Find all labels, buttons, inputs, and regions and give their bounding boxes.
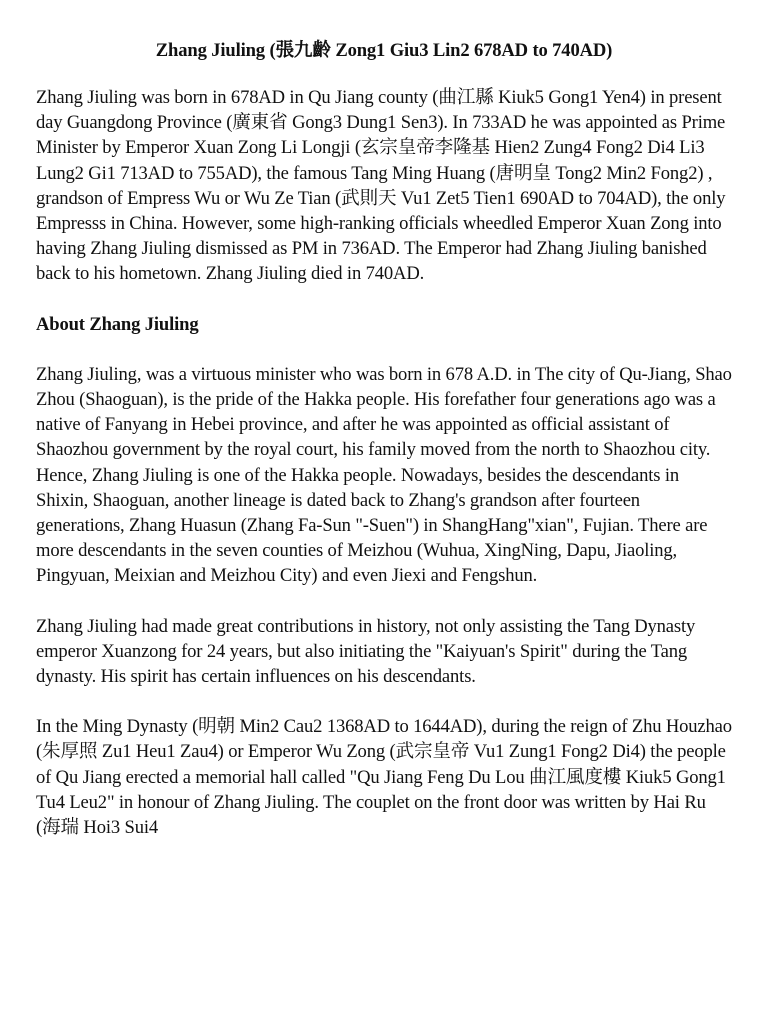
about-paragraph-2: Zhang Jiuling had made great contributions in history, not only assisting the Tang Dynasty emperor Xuanzong for 24 years, but also initiating the "Kaiyuan's Spirit" during the Tang dynasty. His spirit has certain influences on his descendants. — [36, 615, 696, 688]
about-paragraph-3: In the Ming Dynasty (明朝 Min2 Cau2 1368AD to 1644AD), during the reign of Zhu Houzhao (朱厚照 Zu1 Heu1 Zau4) or Emperor Wu Zong (武宗皇帝 Vu1 Zung1 Fong2 Di4) the people of Qu Jiang erected a memorial hall called "Qu Jiang Feng Du Lou 曲江風度樓 Kiuk5 Gong1 Tu4 Leu2" in honour of Zhang Jiuling. The couplet on the front door was written by Hai Ru (海瑞 Hoi3 Sui4 — [36, 716, 732, 839]
about-paragraph-1: Zhang Jiuling, was a virtuous minister who was born in 678 A.D. in The city of Qu-Jiang, Shao Zhou (Shaoguan), is the pride of the Hakka people. His forefather four generations ago was a native of Fanyang in Hebei province, and after he was appointed as official assistant of Shaozhou government by the royal court, his family moved from the north to Shaozhou city. Hence, Zhang Jiuling is one of the Hakka people. Nowadays, besides the descendants in Shixin, Shaoguan, another lineage is dated back to Zhang's grandson after fourteen generations, Zhang Huasun (Zhang Fa-Sun "-Suen") in ShangHang"xian", Fujian. There are more descendants in the seven counties of Meizhou (Wuhua, XingNing, Dapu, Jiaoling, Pingyuan, Meixian and Meizhou City) and even Jiexi and Fengshun. — [36, 363, 732, 587]
section-heading: About Zhang Jiuling — [36, 313, 199, 335]
intro-paragraph: Zhang Jiuling was born in 678AD in Qu Jiang county (曲江縣 Kiuk5 Gong1 Yen4) in present day Guangdong Province (廣東省 Gong3 Dung1 Sen3). In 733AD he was appointed as Prime Minister by Emperor Xuan Zong Li Longji (玄宗皇帝李隆基 Hien2 Zung4 Fong2 Di4 Li3 Lung2 Gi1 713AD to 755AD), the famous Tang Ming Huang (唐明皇 Tong2 Min2 Fong2) , grandson of Empress Wu or Wu Ze Tian (武則天 Vu1 Zet5 Tien1 690AD to 704AD), the only Empresss in China. However, some high-ranking officials wheedled Emperor Xuan Zong into having Zhang Jiuling dismissed as PM in 736AD. The Emperor had Zhang Jiuling banished back to his hometown. Zhang Jiuling died in 740AD. — [36, 87, 726, 285]
document-title: Zhang Jiuling (張九齡 Zong1 Giu3 Lin2 678AD to 740AD) — [155, 40, 613, 61]
